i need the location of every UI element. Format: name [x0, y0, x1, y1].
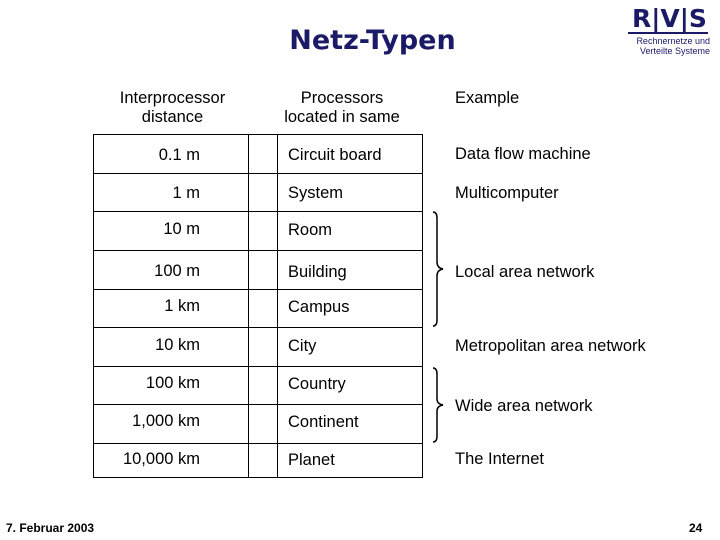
distance-cell: 0.1 m	[158, 146, 200, 164]
row-divider	[93, 289, 423, 290]
distance-cell: 1,000 km	[132, 412, 200, 430]
location-cell: Circuit board	[288, 146, 382, 164]
logo-letters: R|V|S	[628, 6, 708, 34]
column-divider	[277, 134, 278, 478]
example-label: Local area network	[455, 263, 595, 281]
slide-title: Netz-Typen	[289, 25, 456, 56]
distance-cell: 10 km	[155, 336, 200, 354]
lan-brace	[425, 210, 449, 328]
example-label: Data flow machine	[455, 145, 591, 163]
footer-date: 7. Februar 2003	[6, 521, 95, 535]
location-cell: Room	[288, 221, 333, 239]
location-cell: Campus	[288, 298, 350, 316]
distance-cell: 10 m	[163, 220, 200, 238]
logo-subtitle-line-2: Verteilte Systeme	[639, 46, 710, 56]
column-divider	[248, 134, 249, 478]
example-label: Multicomputer	[455, 184, 559, 202]
distance-cell: 10,000 km	[122, 450, 200, 468]
row-divider	[93, 443, 423, 444]
row-divider	[93, 173, 423, 174]
location-cell: Planet	[288, 451, 335, 469]
row-divider	[93, 366, 423, 367]
header-distance: Interprocessor distance	[119, 89, 226, 126]
row-divider	[93, 250, 423, 251]
page-number: 24	[689, 521, 703, 535]
row-divider	[93, 404, 423, 405]
row-divider	[93, 211, 423, 212]
location-cell: Continent	[288, 413, 359, 431]
header-processors: Processors located in same	[284, 89, 400, 126]
location-cell: System	[288, 184, 344, 202]
distance-cell: 1 m	[172, 184, 200, 202]
row-divider	[93, 327, 423, 328]
location-cell: City	[288, 337, 317, 355]
location-cell: Building	[288, 263, 347, 281]
rvs-logo	[628, 6, 716, 54]
example-label: The Internet	[455, 450, 544, 468]
wan-brace	[425, 366, 449, 444]
distance-cell: 100 m	[154, 262, 200, 280]
example-label: Wide area network	[455, 397, 593, 415]
distance-cell: 100 km	[145, 374, 200, 392]
header-example: Example	[455, 89, 520, 107]
example-label: Metropolitan area network	[455, 337, 646, 355]
location-cell: Country	[288, 375, 346, 393]
logo-subtitle-line-1: Rechnernetze und	[636, 36, 710, 46]
distance-cell: 1 km	[164, 297, 200, 315]
